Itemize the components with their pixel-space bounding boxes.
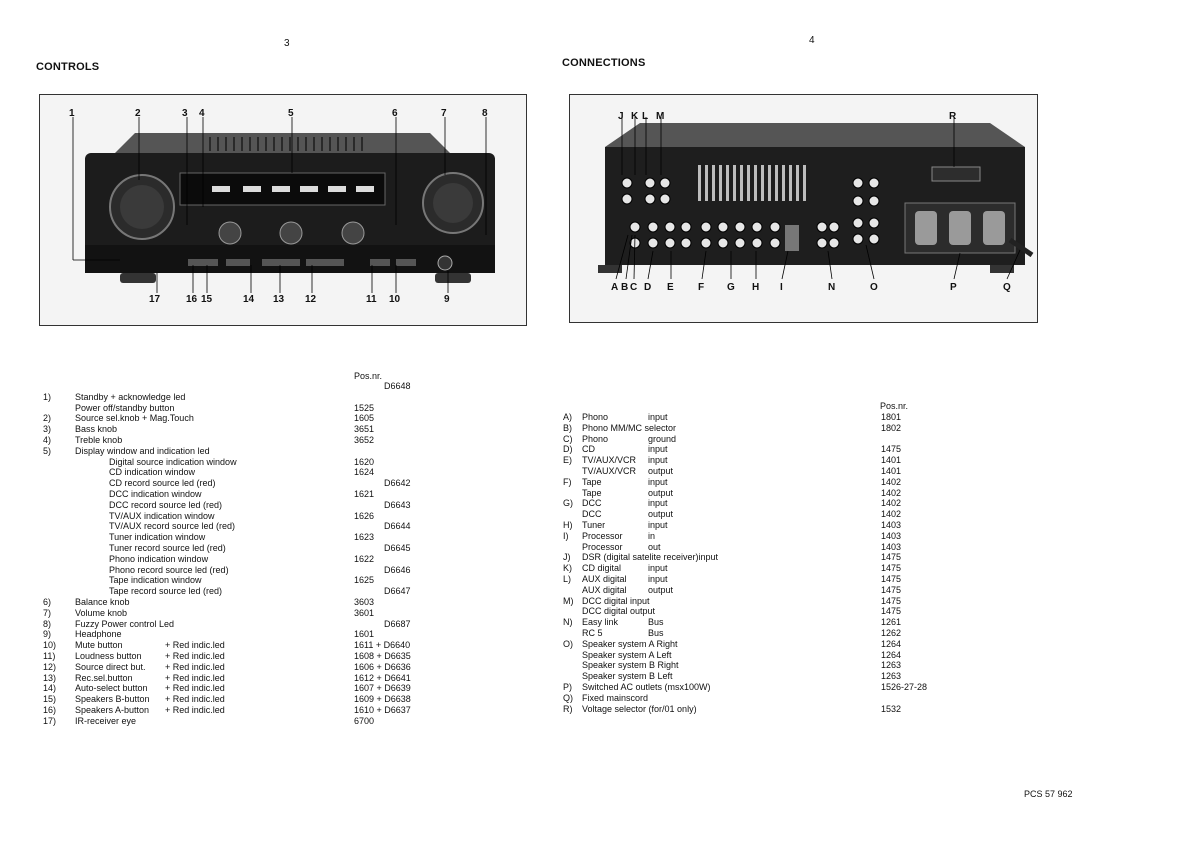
- item-posnr: 1475: [881, 595, 902, 606]
- item-label: Tape: [582, 487, 602, 498]
- item-number: 3): [43, 424, 52, 435]
- item-indicator: + Red indic.led: [165, 672, 225, 683]
- item-posnr: 3601: [354, 607, 375, 618]
- item-label: Tuner record source led (red): [109, 543, 226, 553]
- item-label: Fuzzy Power control Led: [75, 618, 175, 629]
- item-number: 14): [43, 683, 57, 694]
- item-type: output: [648, 487, 674, 498]
- callout-12: 12: [305, 294, 317, 305]
- item-posnr: 1802: [881, 422, 902, 433]
- item-letter: G): [563, 498, 573, 509]
- item-number: 1): [43, 391, 52, 402]
- item-label: CD indication window: [109, 467, 196, 478]
- item-type: Bus: [648, 617, 664, 628]
- item-label: Phono: [582, 412, 609, 422]
- item-posnr: 1609 + D6638: [354, 694, 411, 705]
- callout-8: 8: [482, 108, 488, 119]
- item-posnr: 6700: [354, 715, 375, 726]
- item-letter: L): [563, 574, 572, 584]
- callout-J: J: [618, 111, 624, 122]
- callout-7: 7: [441, 108, 447, 119]
- item-letter: K): [563, 563, 572, 574]
- item-letter: R): [563, 703, 573, 714]
- item-letter: F): [563, 476, 572, 487]
- item-posnr: 1263: [881, 671, 902, 682]
- item-posnr: 3651: [354, 424, 375, 435]
- item-number: 11): [43, 651, 56, 661]
- item-label: Speakers B-button: [75, 694, 150, 705]
- item-posnr: 1402: [881, 487, 902, 498]
- item-letter: C): [563, 433, 573, 444]
- item-indicator: + Red indic.led: [165, 683, 225, 694]
- callout-H: H: [752, 282, 760, 293]
- page-number-left: 3: [284, 38, 290, 49]
- item-letter: A): [563, 412, 572, 422]
- item-letter: H): [563, 520, 573, 530]
- callout-10: 10: [389, 294, 401, 305]
- callout-F: F: [698, 282, 705, 293]
- item-type: Bus: [648, 628, 664, 638]
- callout-B: B: [621, 282, 629, 293]
- item-posnr: 1607 + D6639: [354, 683, 411, 694]
- item-label: Speaker system A Right: [582, 638, 678, 649]
- item-letter: J): [563, 552, 571, 563]
- rear-panel-photo: [569, 94, 1038, 323]
- item-type: input: [648, 412, 668, 422]
- item-label: DCC: [582, 509, 602, 520]
- item-number: 15): [43, 694, 57, 705]
- item-type: in: [648, 530, 656, 541]
- item-posnr: 1402: [881, 509, 902, 520]
- item-letter: P): [563, 682, 572, 692]
- callout-3: 3: [182, 108, 188, 119]
- item-label: Balance knob: [75, 597, 130, 607]
- item-indicator: + Red indic.led: [165, 640, 225, 651]
- item-label: Display window and indication led: [75, 445, 210, 456]
- item-indicator: + Red indic.led: [165, 694, 225, 705]
- item-posnr: 1626: [354, 510, 375, 521]
- item-type: input: [648, 574, 668, 584]
- item-label: DCC digital output: [582, 606, 656, 617]
- controls-heading: CONTROLS: [36, 61, 100, 73]
- item-posnr: 1264: [881, 638, 902, 649]
- item-type: input: [648, 563, 668, 574]
- item-label: Rec.sel.button: [75, 672, 133, 683]
- rear-panel-illustration: [570, 95, 1037, 322]
- item-number: 17): [43, 715, 57, 726]
- callout-A: A: [611, 282, 619, 293]
- item-label: Easy link: [582, 617, 619, 628]
- item-posnr: 1261: [881, 617, 902, 628]
- item-letter: Q): [563, 692, 573, 703]
- item-posnr-led: D6645: [384, 543, 411, 553]
- item-label: Source direct but.: [75, 661, 146, 672]
- callout-4: 4: [199, 108, 205, 119]
- item-type: output: [648, 466, 674, 476]
- item-label: Phono: [582, 433, 609, 444]
- callout-14: 14: [243, 294, 255, 305]
- item-letter: I): [563, 530, 569, 541]
- item-posnr: 1801: [881, 412, 902, 422]
- item-posnr: 1612 + D6641: [354, 672, 411, 683]
- item-label: Volume knob: [75, 607, 128, 618]
- item-number: 7): [43, 607, 52, 618]
- item-label: Processor: [582, 530, 623, 541]
- item-posnr-led: D6687: [384, 618, 411, 629]
- connections-heading: CONNECTIONS: [562, 57, 646, 69]
- item-posnr-led: D6647: [384, 586, 411, 597]
- item-label: Headphone: [75, 629, 122, 640]
- item-label: Treble knob: [75, 435, 123, 445]
- item-number: 8): [43, 618, 52, 629]
- callout-K: K: [631, 111, 639, 122]
- callout-16: 16: [186, 294, 198, 305]
- item-label: Speaker system A Left: [582, 649, 672, 660]
- item-label: CD record source led (red): [109, 478, 216, 489]
- item-posnr: 1475: [881, 574, 902, 584]
- item-posnr: 1475: [881, 444, 902, 455]
- item-posnr: 1401: [881, 466, 902, 476]
- item-label: Fixed mainscord: [582, 692, 649, 703]
- item-label: Phono MM/MC selector: [582, 422, 677, 433]
- item-number: 5): [43, 445, 52, 456]
- callout-L: L: [642, 111, 649, 122]
- item-label: Mute button: [75, 640, 123, 651]
- callout-13: 13: [273, 294, 285, 305]
- item-indicator: + Red indic.led: [165, 661, 225, 672]
- item-posnr: 1525: [354, 402, 375, 413]
- item-label: Tuner indication window: [109, 532, 206, 543]
- callout-1: 1: [69, 108, 75, 119]
- item-posnr: 1606 + D6636: [354, 661, 411, 672]
- item-label: Speaker system B Right: [582, 660, 679, 671]
- callout-P: P: [950, 282, 957, 293]
- item-posnr: 1402: [881, 498, 902, 509]
- front-panel-illustration: [40, 95, 526, 325]
- item-label: Tape indication window: [109, 575, 202, 586]
- callout-N: N: [828, 282, 836, 293]
- item-posnr: 1475: [881, 584, 902, 595]
- item-label: Tape: [582, 476, 602, 487]
- right-posnr-header: Pos.nr.: [880, 401, 909, 411]
- item-letter: B): [563, 422, 572, 433]
- callout-C: C: [630, 282, 638, 293]
- item-posnr: 1621: [354, 489, 375, 499]
- item-posnr: 1623: [354, 532, 375, 543]
- item-number: 4): [43, 435, 52, 445]
- item-label: Voltage selector (for/01 only): [582, 703, 697, 714]
- item-type: output: [648, 509, 674, 520]
- front-panel-photo: [39, 94, 527, 326]
- callout-Q: Q: [1003, 282, 1011, 293]
- item-posnr: 1402: [881, 476, 902, 487]
- item-letter: O): [563, 638, 573, 649]
- item-label: IR-receiver eye: [75, 715, 137, 726]
- left-posnr-header: Pos.nr.: [354, 371, 383, 381]
- item-posnr: 1403: [881, 541, 902, 552]
- item-posnr-led: D6642: [384, 478, 411, 489]
- callout-I: I: [780, 282, 783, 293]
- item-posnr: 1263: [881, 660, 902, 671]
- item-label: Standby + acknowledge led: [75, 391, 186, 402]
- item-label: DCC: [582, 498, 602, 509]
- item-posnr-led: D6644: [384, 521, 411, 532]
- item-posnr: 1601: [354, 629, 375, 640]
- item-label: AUX digital: [582, 584, 627, 595]
- callout-O: O: [870, 282, 878, 293]
- item-indicator: + Red indic.led: [165, 651, 225, 661]
- item-label: DCC digital input: [582, 595, 650, 606]
- callout-M: M: [656, 111, 665, 122]
- callout-D: D: [644, 282, 652, 293]
- item-type: input: [648, 498, 668, 509]
- item-posnr: 1532: [881, 703, 902, 714]
- item-number: 13): [43, 672, 57, 683]
- item-label: CD digital: [582, 563, 622, 574]
- item-posnr: 1610 + D6637: [354, 705, 411, 715]
- item-label: Tuner: [582, 520, 606, 530]
- item-label: RC 5: [582, 628, 603, 638]
- item-label: TV/AUX/VCR: [582, 455, 637, 466]
- item-posnr: 1608 + D6635: [354, 651, 411, 661]
- item-label: Processor: [582, 541, 623, 552]
- item-label: Source sel.knob + Mag.Touch: [75, 413, 194, 424]
- item-posnr: 1624: [354, 467, 375, 478]
- item-posnr: 1605: [354, 413, 375, 424]
- item-label: TV/AUX record source led (red): [109, 521, 236, 532]
- callout-15: 15: [201, 294, 213, 305]
- item-posnr: 1625: [354, 575, 375, 586]
- callout-11: 11: [366, 294, 377, 305]
- item-posnr-led: D6648: [384, 381, 411, 391]
- callout-G: G: [727, 282, 735, 293]
- item-label: Speaker system B Left: [582, 671, 673, 682]
- callout-17: 17: [149, 294, 161, 305]
- item-posnr: 1401: [881, 455, 902, 466]
- item-posnr: 1526-27-28: [881, 682, 928, 692]
- item-posnr: 1475: [881, 606, 902, 617]
- item-label: Digital source indication window: [109, 456, 237, 467]
- item-type: output: [648, 584, 674, 595]
- item-type: out: [648, 541, 661, 552]
- item-label: Speakers A-button: [75, 705, 150, 715]
- item-label: DCC indication window: [109, 489, 202, 499]
- item-type: input: [648, 455, 668, 466]
- callout-2: 2: [135, 108, 141, 119]
- item-indicator: + Red indic.led: [165, 705, 225, 715]
- item-letter: D): [563, 444, 573, 455]
- item-label: AUX digital: [582, 574, 627, 584]
- item-type: ground: [648, 433, 677, 444]
- item-posnr: 3652: [354, 435, 375, 445]
- item-label: Auto-select button: [75, 683, 148, 694]
- item-number: 6): [43, 597, 52, 607]
- item-label: Switched AC outlets (msx100W): [582, 682, 711, 692]
- callout-6: 6: [392, 108, 398, 119]
- item-posnr-led: D6646: [384, 564, 411, 575]
- item-label: Loudness button: [75, 651, 142, 661]
- item-number: 9): [43, 629, 52, 640]
- item-number: 2): [43, 413, 52, 424]
- item-label: Tape record source led (red): [109, 586, 223, 597]
- item-number: 12): [43, 661, 57, 672]
- item-posnr: 1262: [881, 628, 902, 638]
- item-posnr: 1620: [354, 456, 375, 467]
- callout-9: 9: [444, 294, 450, 305]
- item-type: input: [648, 444, 668, 455]
- item-letter: M): [563, 595, 574, 606]
- item-posnr: 1403: [881, 530, 902, 541]
- item-posnr-led: D6643: [384, 499, 411, 510]
- callout-5: 5: [288, 108, 294, 119]
- item-number: 10): [43, 640, 57, 651]
- item-posnr: 1264: [881, 649, 902, 660]
- item-label: TV/AUX indication window: [109, 510, 215, 521]
- item-label: Phono indication window: [109, 553, 209, 564]
- item-posnr: 1475: [881, 563, 902, 574]
- item-letter: E): [563, 455, 572, 466]
- item-number: 16): [43, 705, 57, 715]
- callout-E: E: [667, 282, 674, 293]
- document-code: PCS 57 962: [1024, 789, 1073, 799]
- item-posnr: 1611 + D6640: [354, 640, 411, 651]
- item-posnr: 1622: [354, 553, 375, 564]
- item-label: CD: [582, 444, 595, 455]
- item-label: Bass knob: [75, 424, 118, 435]
- item-label: TV/AUX/VCR: [582, 466, 637, 476]
- item-posnr: 3603: [354, 597, 375, 607]
- item-type: input: [648, 476, 668, 487]
- item-label: DCC record source led (red): [109, 499, 223, 510]
- item-type: input: [648, 520, 668, 530]
- callout-R: R: [949, 111, 957, 122]
- item-label: Power off/standby button: [75, 402, 175, 413]
- item-label: Phono record source led (red): [109, 564, 229, 575]
- page-number-right: 4: [809, 35, 815, 46]
- item-label: DSR (digital satelite receiver)input: [582, 552, 719, 563]
- item-posnr: 1403: [881, 520, 902, 530]
- item-letter: N): [563, 617, 573, 628]
- item-posnr: 1475: [881, 552, 902, 563]
